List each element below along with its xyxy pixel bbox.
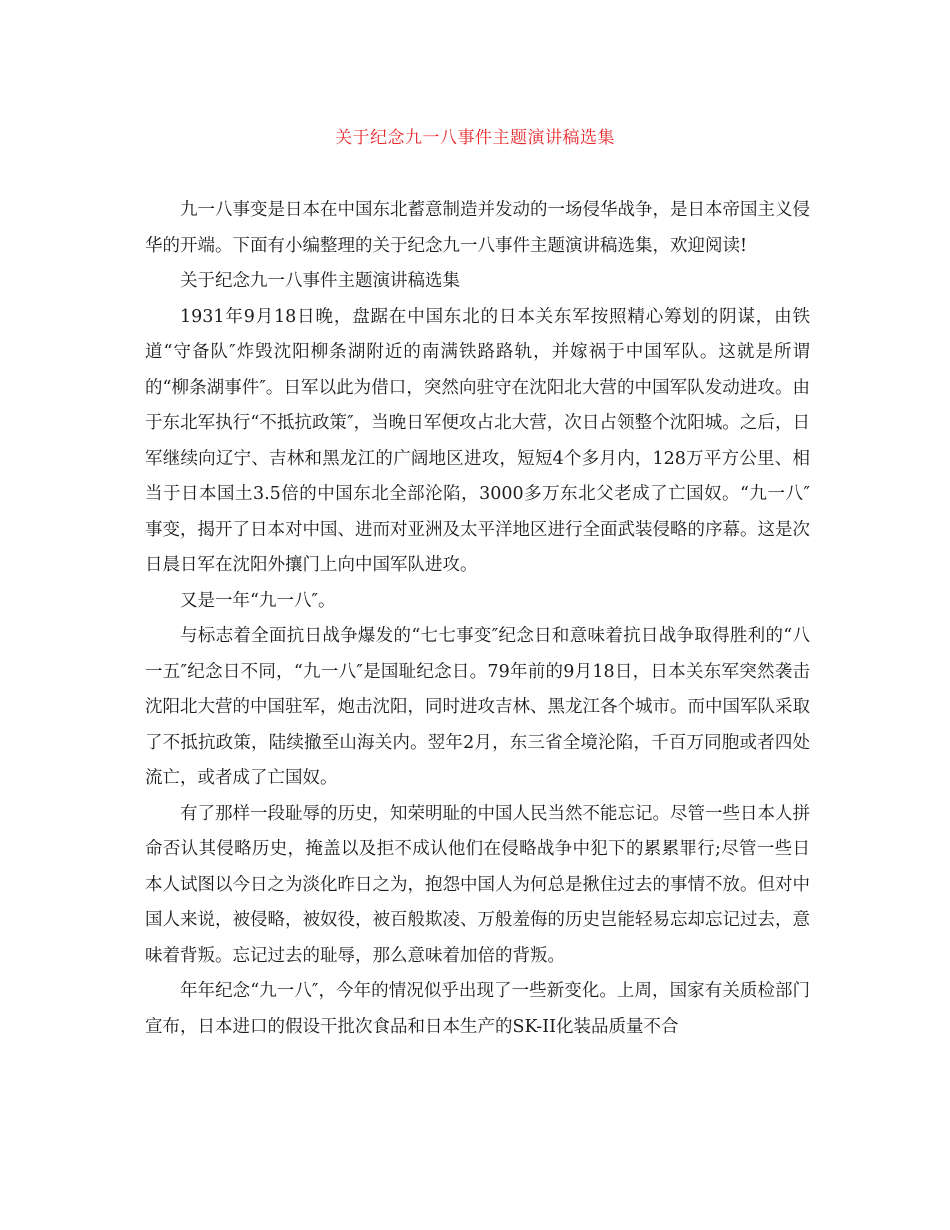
document-body	[145, 193, 810, 1045]
paragraph-intro: 九一八事变是日本在中国东北蓄意制造并发动的一场侵华战争，是日本帝国主义侵华的开端。下面有小编整理的关于纪念九一八事件主题演讲稿选集，欢迎阅读!	[145, 200, 810, 256]
document-title: 关于纪念九一八事件主题演讲稿选集	[335, 128, 615, 148]
paragraph-subtitle: 关于纪念九一八事件主题演讲稿选集	[180, 271, 460, 291]
paragraph-another-year: 又是一年“九一八″。	[180, 590, 336, 611]
paragraph-national-humiliation: 与标志着全面抗日战争爆发的“七七事变″纪念日和意味着抗日战争取得胜利的“八一五″纪念日不同，“九一八″是国耻纪念日。79年前的9月18日，日本关东军突然袭击沈阳北大营的中国驻军，炮击沈阳，同时进攻吉林、黑龙江各个城市。而中国军队采取了不抵抗政策，陆续撤至山海关内。翌年2月，东三省全境沦陷，千百万同胞或者四处流亡，或者成了亡国奴。	[145, 626, 810, 788]
paragraph-new-changes: 年年纪念“九一八″，今年的情况似乎出现了一些新变化。上周，国家有关质检部门宣布，日本进口的假设干批次食品和日本生产的SK-II化装品质量不合	[145, 981, 810, 1037]
paragraph-remember-history: 有了那样一段耻辱的历史，知荣明耻的中国人民当然不能忘记。尽管一些日本人拼命否认其侵略历史，掩盖以及拒不成认他们在侵略战争中犯下的累累罪行;尽管一些日本人试图以今日之为淡化昨日之为，抱怨中国人为何总是揪住过去的事情不放。但对中国人来说，被侵略，被奴役，被百般欺凌、万般羞侮的历史岂能轻易忘却忘记过去，意味着背叛。忘记过去的耻辱，那么意味着加倍的背叛。	[145, 803, 810, 966]
paragraph-history: 1931年9月18日晚，盘踞在中国东北的日本关东军按照精心筹划的阴谋，由铁道“守备队″炸毁沈阳柳条湖附近的南满铁路路轨，并嫁祸于中国军队。这就是所谓的“柳条湖事件″。日军以此为借口，突然向驻守在沈阳北大营的中国军队发动进攻。由于东北军执行“不抵抗政策″，当晚日军便攻占北大营，次日占领整个沈阳城。之后，日军继续向辽宁、吉林和黑龙江的广阔地区进攻，短短4个多月内，128万平方公里、相当于日本国土3.5倍的中国东北全部沦陷，3000多万东北父老成了亡国奴。“九一八″事变，揭开了日本对中国、进而对亚洲及太平洋地区进行全面武装侵略的序幕。这是次日晨日军在沈阳外攘门上向中国军队进攻。	[145, 306, 810, 575]
